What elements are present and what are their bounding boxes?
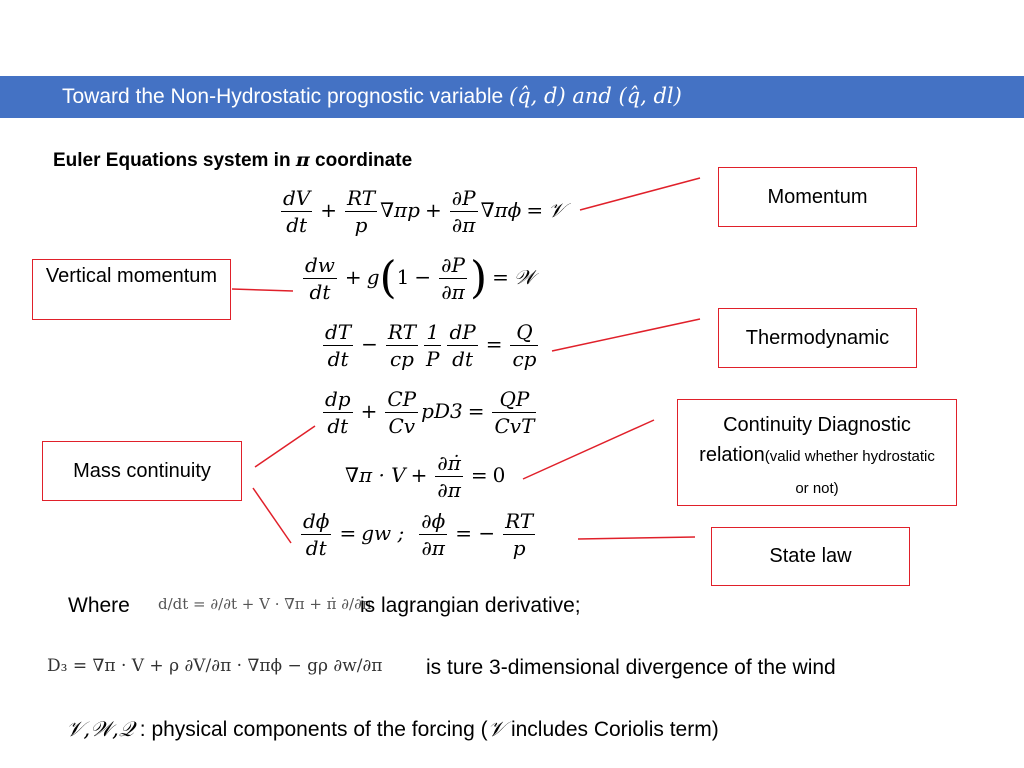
frac [281,186,312,237]
frac-den: ∂π [441,280,465,304]
frac [503,509,535,560]
frac [385,387,418,438]
frac [323,387,353,438]
frac-num: RT [347,186,376,210]
label-momentum [718,167,917,227]
label-mass-continuity-text: Mass continuity [73,460,211,482]
operator: − [414,265,432,289]
slide-title-text: Toward the Non-Hydrostatic prognostic variable [62,85,510,108]
equation-continuity-diagnostic [345,451,505,502]
frac-den: dt [452,347,473,371]
frac-num: ∂P [441,253,465,277]
operator: + [360,399,378,423]
frac-num: RT [387,320,416,344]
lagrangian-formula: d/dt = ∂/∂t + V · ∇π + π̇ ∂/∂π [158,595,372,613]
operator: + [320,198,338,222]
frac [510,320,538,371]
frac-den: dt [286,213,308,237]
label-mass-continuity [42,441,242,501]
d3-text: is ture 3-dimensional divergence of the wind [426,656,836,679]
eq-term: gw ; [361,521,405,545]
where-label: Where [68,594,130,617]
frac [301,509,331,560]
frac-den: cp [389,347,414,371]
label-vertical-momentum [32,259,231,320]
frac-den: ∂π [437,478,461,502]
frac-num: CP [387,387,417,411]
frac [323,320,353,371]
frac-den: P [425,347,440,371]
frac-den: p [512,536,526,560]
connector-mass-1 [255,426,315,467]
connector-mass-2 [253,488,291,543]
operator: = [339,521,357,545]
connector-state [578,537,695,539]
label-thermodynamic [718,308,917,368]
frac [386,320,418,371]
operator: = [470,463,488,487]
frac-den: dt [305,536,327,560]
forcing-math-2: 𝒱 [487,717,506,741]
frac-den: dt [309,280,331,304]
label-continuity-diagnostic [677,399,957,506]
equation-momentum [278,186,565,237]
connector-continuity [523,420,654,479]
equation-mass-continuity [320,387,539,438]
frac-den: cp [512,347,537,371]
frac-num: dT [325,320,352,344]
paren-close: ) [469,252,488,304]
section-title-suffix: coordinate [309,150,413,171]
frac [450,186,478,237]
frac-num: 1 [424,320,441,346]
section-title-pi: π [295,149,310,171]
frac [419,509,447,560]
frac-num: RT [505,509,534,533]
operator: = − [455,521,496,545]
frac-num: dw [305,253,335,277]
connector-thermo [552,319,700,351]
label-state-law-text: State law [769,545,852,567]
frac-num: dp [325,387,351,411]
operator: = [492,265,509,289]
operator: = [485,332,503,356]
equation-thermodynamic [320,320,541,371]
frac-den: dt [327,414,349,438]
frac-num: dϕ [303,509,330,533]
frac [303,253,337,304]
eq-term: ∇πϕ [480,198,522,222]
label-thermodynamic-text: Thermodynamic [745,327,890,349]
forcing-text-2: includes Coriolis term) [505,718,719,741]
label-momentum-text: Momentum [767,186,868,208]
frac [447,320,477,371]
frac-den: dt [327,347,349,371]
eq-rhs: 𝒱 [548,198,565,222]
label-continuity-note: (valid whether hydrostatic or not) [764,448,935,497]
frac [439,253,467,304]
operator: = [526,198,544,222]
forcing-text: : physical components of the forcing ( [133,718,488,741]
frac-den: p [354,213,368,237]
lagrangian-text: is lagrangian derivative; [360,594,581,617]
frac [345,186,377,237]
label-vertical-momentum-text: Vertical momentum [45,265,218,287]
forcing-math: 𝒱,𝒲,𝒬 [66,717,134,741]
forcing-line [66,717,719,742]
operator: + [410,463,428,487]
eq-rhs: 0 [492,463,506,487]
frac [435,451,463,502]
operator: = [467,399,485,423]
eq-term: 1 [396,265,410,289]
frac-num: ∂ϕ [421,509,446,533]
slide-title-math: (q̂, d) and (q̂, dl) [509,84,682,108]
frac-den: ∂π [421,536,445,560]
eq-rhs: 𝒲 [513,265,535,289]
frac-num: QP [492,387,536,413]
paren-open: ( [379,252,397,304]
equation-state-law [298,509,538,560]
frac-num: Q [510,320,538,346]
connector-momentum [580,178,700,210]
d3-formula: D₃ = ∇π · V + ρ ∂V/∂π · ∇πϕ − gρ ∂w/∂π [47,656,383,676]
operator: − [361,332,378,356]
label-state-law [711,527,910,586]
frac-den: CvT [494,414,535,438]
operator: + [424,198,442,222]
eq-term: ∇π · V [345,463,406,487]
frac-num: dP [449,320,476,344]
frac-num: dV [283,186,311,210]
label-continuity-text: Continuity Diagnostic relation [699,414,911,466]
frac-den: ∂π [451,213,476,237]
frac [492,387,536,438]
eq-term: g [366,265,380,289]
connector-vertical [232,289,293,291]
section-title-text: Euler Equations system in [53,150,296,171]
equation-vertical-momentum [300,253,535,304]
operator: + [344,265,362,289]
eq-term: pD3 [421,399,463,423]
eq-term: ∇πp [380,198,420,222]
frac-num: ∂P [451,186,476,210]
frac-num: ∂π̇ [437,451,461,475]
frac-den: Cv [388,414,416,438]
frac [424,320,441,371]
